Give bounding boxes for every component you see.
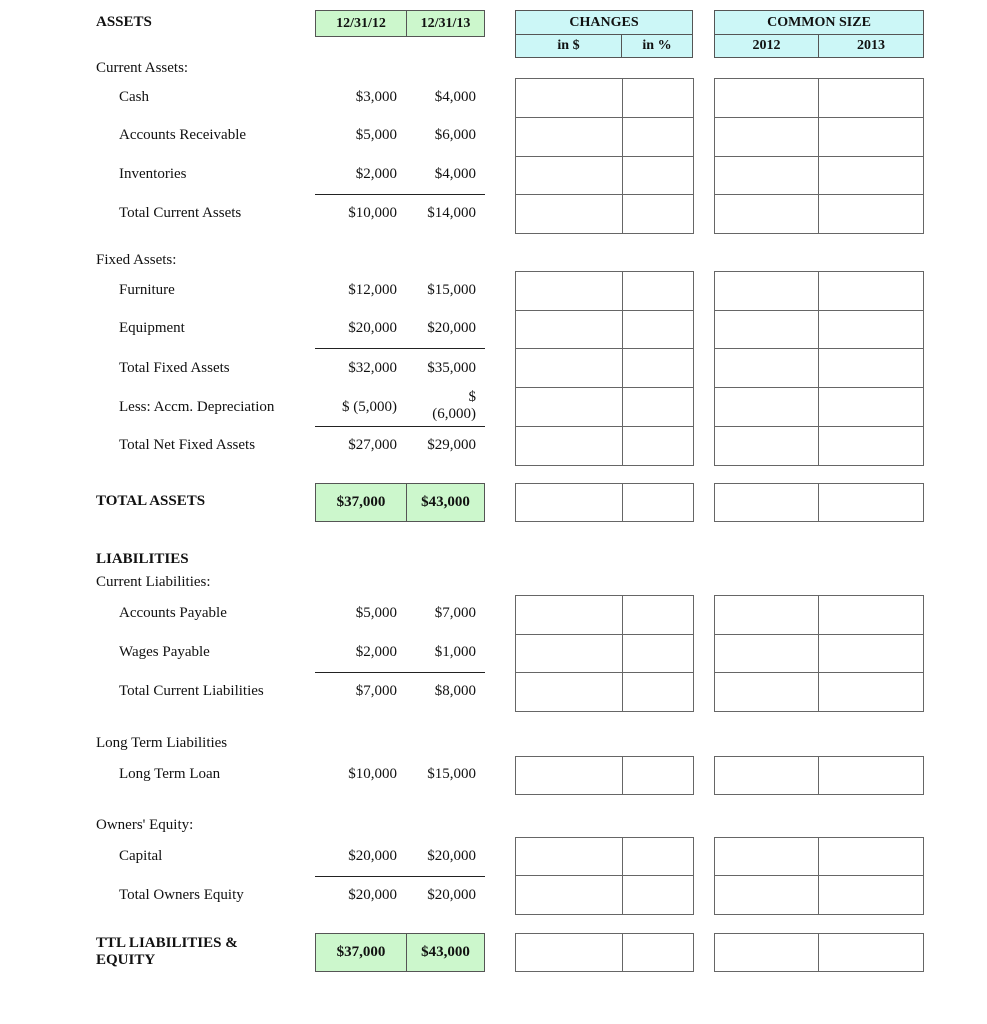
changes-grid-long-term [515,756,694,795]
total-assets-label: TOTAL ASSETS [96,493,206,509]
grid-cell[interactable] [819,673,924,712]
grid-cell[interactable] [516,838,623,876]
grid-cell[interactable] [516,427,623,466]
grid-cell[interactable] [819,427,924,466]
changes-grid-total-assets [515,483,694,522]
grid-cell[interactable] [819,311,924,349]
grid-cell[interactable] [715,635,819,673]
grid-cell[interactable] [623,272,694,311]
grid-cell[interactable] [623,876,694,915]
grid-cell[interactable] [623,838,694,876]
value-cash-2012: $3,000 [355,89,397,105]
grid-cell[interactable] [715,484,819,522]
total-liabilities-equity-label [96,935,238,969]
total-liabilities-label-line1: TTL LIABILITIES & [96,935,238,951]
grid-cell[interactable] [623,596,694,635]
row-label-long-term-loan: Long Term Loan [119,766,221,782]
grid-cell[interactable] [819,157,924,195]
subtotal-rule [315,876,485,877]
changes-dollar-header: in $ [515,34,622,58]
grid-cell[interactable] [516,757,623,795]
grid-cell[interactable] [516,272,623,311]
value-capital-2012: $20,000 [348,848,397,864]
total-liabilities-2013: $43,000 [406,933,485,972]
grid-cell[interactable] [819,757,924,795]
value-ltl-2013: $15,000 [427,766,476,782]
value-cash-2013: $4,000 [434,89,476,105]
common-size-header: COMMON SIZE [714,10,924,35]
col-header-2012: 12/31/12 [315,10,407,37]
common-size-2012-header: 2012 [714,34,819,58]
value-wages-2013: $1,000 [434,644,476,660]
grid-cell[interactable] [715,118,819,157]
value-furniture-2013: $15,000 [427,282,476,298]
value-toe-2013: $20,000 [427,887,476,903]
value-ap-2013: $7,000 [434,605,476,621]
changes-grid-current-liabilities [515,595,694,712]
common-grid-current-liabilities [714,595,924,712]
grid-cell[interactable] [715,757,819,795]
grid-cell[interactable] [623,79,694,118]
common-grid-total-liabilities [714,933,924,972]
total-liabilities-label-line2: EQUITY [96,952,156,968]
grid-cell[interactable] [819,388,924,427]
grid-cell[interactable] [623,673,694,712]
grid-cell[interactable] [516,673,623,712]
grid-cell[interactable] [819,596,924,635]
grid-cell[interactable] [715,673,819,712]
fixed-assets-title: Fixed Assets: [96,252,177,268]
row-label-total-owners-equity: Total Owners Equity [119,887,244,903]
grid-cell[interactable] [516,484,623,522]
changes-pct-header: in % [621,34,693,58]
value-toe-2012: $20,000 [348,887,397,903]
row-label-total-current-liabilities: Total Current Liabilities [119,683,264,699]
grid-cell[interactable] [516,596,623,635]
value-tcl-2013: $8,000 [434,683,476,699]
current-assets-title: Current Assets: [96,60,189,76]
changes-grid-fixed-assets [515,271,694,466]
grid-cell[interactable] [715,157,819,195]
grid-cell[interactable] [819,195,924,234]
grid-cell[interactable] [516,311,623,349]
grid-cell[interactable] [623,427,694,466]
grid-cell[interactable] [819,272,924,311]
grid-cell[interactable] [516,349,623,388]
grid-cell[interactable] [623,484,694,522]
value-ar-2012: $5,000 [355,127,397,143]
grid-cell[interactable] [715,79,819,118]
grid-cell[interactable] [819,635,924,673]
row-label-accm-depreciation: Less: Accm. Depreciation [119,399,275,415]
grid-cell[interactable] [516,195,623,234]
grid-cell[interactable] [516,388,623,427]
value-tcl-2012: $7,000 [355,683,397,699]
grid-cell[interactable] [516,118,623,157]
value-tnfa-2012: $27,000 [348,437,397,453]
value-capital-2013: $20,000 [427,848,476,864]
assets-title: ASSETS [96,14,152,30]
grid-cell[interactable] [623,118,694,157]
value-tfa-2013: $35,000 [427,360,476,376]
total-assets-2013: $43,000 [406,483,485,522]
grid-cell[interactable] [715,195,819,234]
row-label-total-current-assets: Total Current Assets [119,205,242,221]
value-depreciation-2013-symbol: $ [468,389,476,405]
grid-cell[interactable] [516,934,623,972]
value-furniture-2012: $12,000 [348,282,397,298]
subtotal-rule [315,426,485,427]
value-depreciation-2013: (6,000) [432,406,476,422]
common-size-2013-header: 2013 [818,34,924,58]
grid-cell[interactable] [623,195,694,234]
grid-cell[interactable] [715,596,819,635]
grid-cell[interactable] [516,876,623,915]
grid-cell[interactable] [715,311,819,349]
grid-cell[interactable] [819,838,924,876]
grid-cell[interactable] [715,934,819,972]
value-equipment-2013: $20,000 [427,320,476,336]
grid-cell[interactable] [623,934,694,972]
grid-cell[interactable] [715,272,819,311]
common-grid-total-assets [714,483,924,522]
grid-cell[interactable] [516,79,623,118]
row-label-cash: Cash [119,89,149,105]
col-header-2013: 12/31/13 [406,10,485,37]
row-label-total-fixed-assets: Total Fixed Assets [119,360,230,376]
subtotal-rule [315,348,485,349]
common-grid-long-term [714,756,924,795]
total-assets-2012: $37,000 [315,483,407,522]
grid-cell[interactable] [819,484,924,522]
common-grid-fixed-assets [714,271,924,466]
grid-cell[interactable] [623,349,694,388]
value-equipment-2012: $20,000 [348,320,397,336]
row-label-furniture: Furniture [119,282,175,298]
row-label-equipment: Equipment [119,320,185,336]
changes-grid-equity [515,837,694,915]
grid-cell[interactable] [623,157,694,195]
value-depreciation-2012: $ (5,000) [342,399,397,415]
current-liabilities-title: Current Liabilities: [96,574,211,590]
grid-cell[interactable] [623,635,694,673]
value-ltl-2012: $10,000 [348,766,397,782]
subtotal-rule [315,672,485,673]
grid-cell[interactable] [516,635,623,673]
grid-cell[interactable] [819,118,924,157]
grid-cell[interactable] [715,427,819,466]
grid-cell[interactable] [623,311,694,349]
grid-cell[interactable] [715,388,819,427]
value-inventories-2013: $4,000 [434,166,476,182]
grid-cell[interactable] [623,757,694,795]
value-wages-2012: $2,000 [355,644,397,660]
row-label-capital: Capital [119,848,163,864]
value-tfa-2012: $32,000 [348,360,397,376]
row-label-wages-payable: Wages Payable [119,644,210,660]
grid-cell[interactable] [516,157,623,195]
owners-equity-title: Owners' Equity: [96,817,194,833]
value-tnfa-2013: $29,000 [427,437,476,453]
value-ar-2013: $6,000 [434,127,476,143]
value-tca-2012: $10,000 [348,205,397,221]
subtotal-rule [315,194,485,195]
grid-cell[interactable] [715,838,819,876]
grid-cell[interactable] [819,876,924,915]
grid-cell[interactable] [715,876,819,915]
long-term-liabilities-title: Long Term Liabilities [96,735,228,751]
changes-grid-total-liabilities [515,933,694,972]
row-label-inventories: Inventories [119,166,187,182]
row-label-accounts-receivable: Accounts Receivable [119,127,247,143]
value-ap-2012: $5,000 [355,605,397,621]
grid-cell[interactable] [819,934,924,972]
common-grid-current-assets [714,78,924,234]
changes-header: CHANGES [515,10,693,35]
liabilities-title: LIABILITIES [96,551,189,567]
value-tca-2013: $14,000 [427,205,476,221]
grid-cell[interactable] [623,388,694,427]
changes-grid-current-assets [515,78,694,234]
grid-cell[interactable] [819,349,924,388]
row-label-total-net-fixed-assets: Total Net Fixed Assets [119,437,256,453]
total-liabilities-2012: $37,000 [315,933,407,972]
common-grid-equity [714,837,924,915]
row-label-accounts-payable: Accounts Payable [119,605,227,621]
grid-cell[interactable] [715,349,819,388]
grid-cell[interactable] [819,79,924,118]
value-inventories-2012: $2,000 [355,166,397,182]
